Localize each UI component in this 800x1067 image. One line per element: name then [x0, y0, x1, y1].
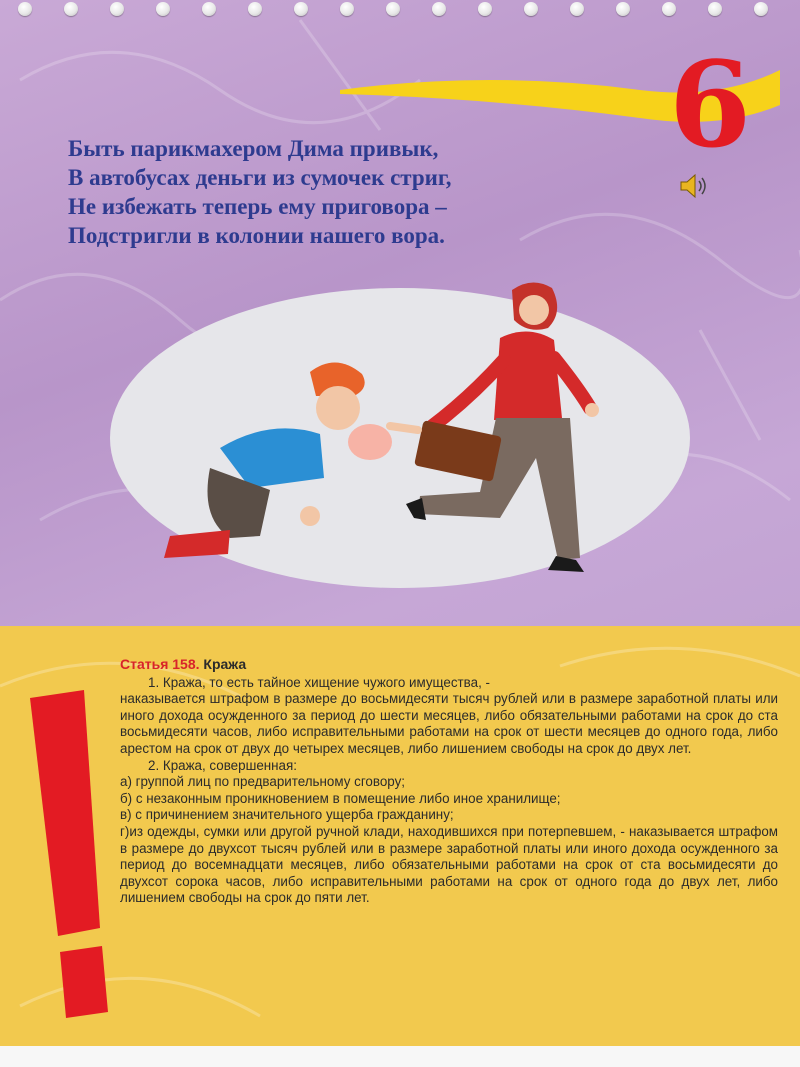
- law-item: а) группой лиц по предварительному сговору;: [120, 774, 406, 790]
- binding-ring: [248, 2, 262, 16]
- binding-ring: [110, 2, 124, 16]
- binding-ring: [662, 2, 676, 16]
- binding-ring: [570, 2, 584, 16]
- speaker-icon[interactable]: [678, 172, 712, 200]
- binding-ring: [524, 2, 538, 16]
- poem-line: Быть парикмахером Дима привык,: [68, 136, 439, 161]
- poem-line: Не избежать теперь ему приговора –: [68, 194, 447, 219]
- binding-ring: [64, 2, 78, 16]
- law-article: [120, 656, 778, 907]
- binding-ring: [294, 2, 308, 16]
- part1-text: наказывается штрафом в размере до восьмидесяти тысяч рублей или в размере заработной платы или иного дохода осужденного за период до шести месяцев, либо обязательными работами на срок до ста восьмидесяти часов, либо исправительными работами на срок от шести месяцев до одного года, либо арестом на срок от двух до четырех месяцев, либо лишением свободы на срок до двух лет.: [120, 691, 778, 756]
- binding-ring: [340, 2, 354, 16]
- binding-ring: [708, 2, 722, 16]
- binding-ring: [386, 2, 400, 16]
- part1-title: 1. Кража, то есть тайное хищение чужого имущества, -: [148, 674, 490, 690]
- article-number: Статья 158.: [120, 656, 200, 672]
- exclamation-icon: [20, 690, 120, 1020]
- binding-ring: [616, 2, 630, 16]
- article-heading: [120, 656, 778, 673]
- poem: [68, 134, 628, 250]
- part2-title: 2. Кража, совершенная:: [148, 757, 297, 773]
- law-item: г)из одежды, сумки или другой ручной клади, находившихся при потерпевшем, - наказывается штрафом в размере до двухсот тысяч рублей или в размере заработной платы или иного дохода осужденного за период до восемнадцати месяцев, либо обязательными работами на срок от ста восьмидесяти до двухсот сорока часов, либо исправительными работами на срок от одного года до двух лет, либо лишением свободы на срок до пяти лет.: [120, 823, 778, 906]
- binding-ring: [432, 2, 446, 16]
- binding-ring: [18, 2, 32, 16]
- spiral-binding: [0, 0, 800, 22]
- poem-line: Подстригли в колонии нашего вора.: [68, 223, 445, 248]
- law-item: б) с незаконным проникновением в помещение либо иное хранилище;: [120, 790, 561, 806]
- pickpocket-illustration: [100, 268, 720, 618]
- binding-ring: [202, 2, 216, 16]
- law-item: в) с причинением значительного ущерба гражданину;: [120, 807, 454, 823]
- poem-line: В автобусах деньги из сумочек стриг,: [68, 165, 452, 190]
- chapter-number: 6: [668, 35, 752, 174]
- binding-ring: [156, 2, 170, 16]
- binding-ring: [478, 2, 492, 16]
- page-bottom-edge: [0, 1046, 800, 1067]
- article-title: Кража: [203, 656, 247, 672]
- binding-ring: [754, 2, 768, 16]
